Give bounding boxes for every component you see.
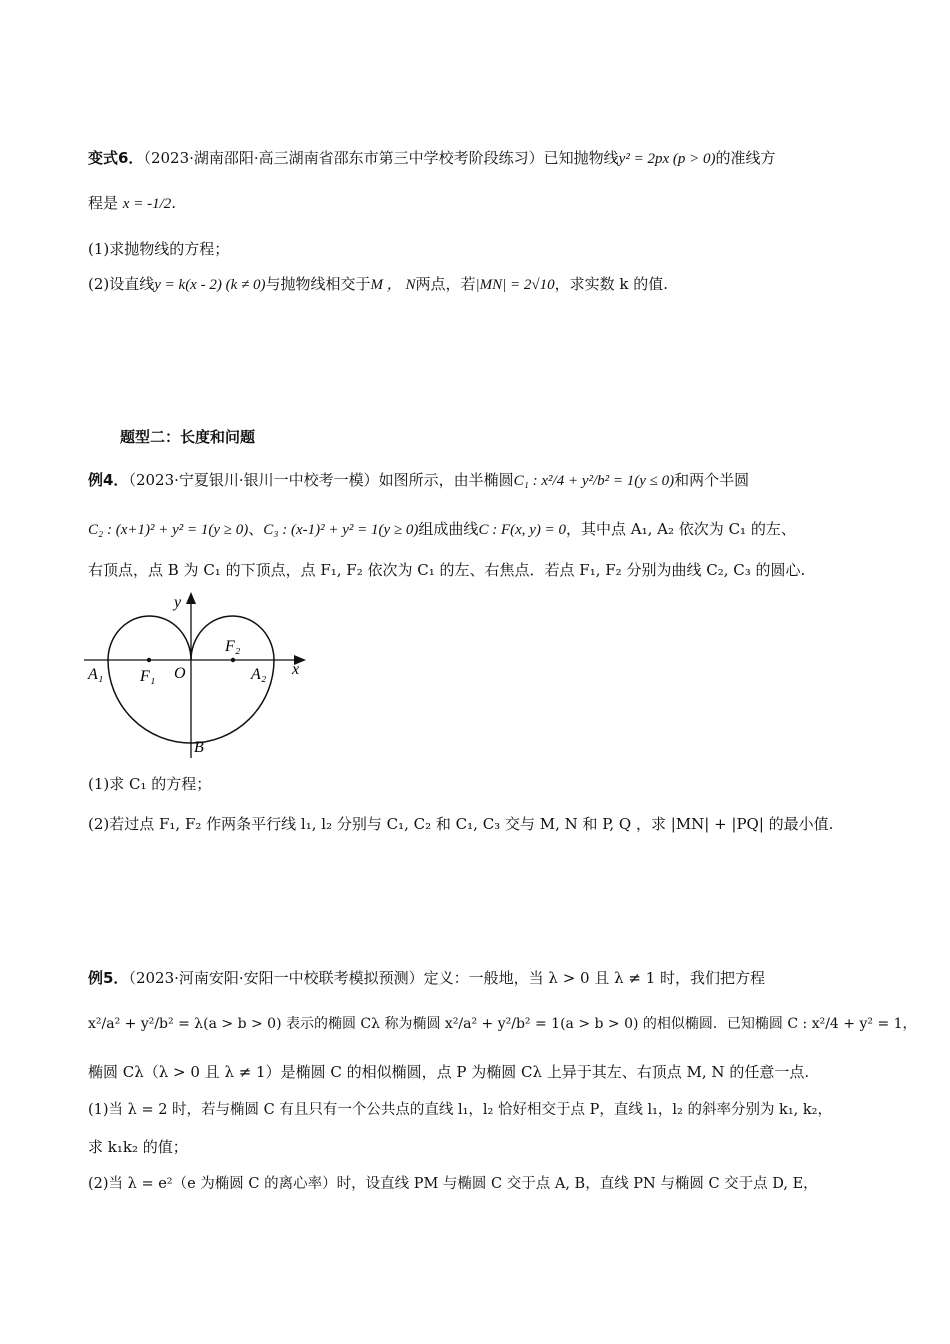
heart-curve-figure	[84, 588, 314, 763]
example5-question2: (2)当 λ = e²（e 为椭圆 C 的离心率）时，设直线 PM 与椭圆 C 交于点 A, B，直线 PN 与椭圆 C 交于点 D, E，	[88, 1176, 818, 1192]
variant6-stem: 已知抛物线	[543, 149, 619, 167]
variant6-label: 变式6．	[88, 149, 144, 167]
example4-l1b: 和两个半圆	[674, 471, 750, 489]
label-b: B	[194, 739, 204, 756]
variant6-line2-prefix: 程是	[88, 194, 119, 212]
example5-question1a: (1)当 λ = 2 时，若与椭圆 C 有且只有一个公共点的直线 l₁，l₂ 恰好相交于点 P，直线 l₁，l₂ 的斜率分别为 k₁, k₂，	[88, 1102, 832, 1118]
q2-end: ，求实数 k 的值.	[554, 275, 669, 293]
label-y: y	[174, 594, 182, 611]
label-f1: F₁	[140, 668, 156, 685]
label-x: x	[292, 661, 300, 678]
variant6-line1	[88, 147, 775, 170]
example4-line1	[88, 469, 749, 492]
y-axis-arrow	[186, 592, 196, 604]
section-title: 题型二：长度和问题	[120, 428, 256, 446]
intersection-points: M ， N	[370, 277, 416, 293]
example4-label: 例4．	[88, 471, 129, 489]
variant6-stem-end: 的准线方	[715, 149, 776, 167]
example5-question1b: 求 k₁k₂ 的值；	[88, 1138, 188, 1156]
example4-l1a: 如图所示，由半椭圆	[378, 471, 514, 489]
example4-question1: (1)求 C₁ 的方程；	[88, 775, 212, 793]
directrix-equation: x = -1/2	[122, 196, 172, 212]
q2-prefix: (2)设直线	[88, 275, 155, 293]
variant6-line2: 程是 x = -1/2.	[88, 194, 177, 212]
example5-line2: x²/a² + y²/b² = λ(a > b > 0) 表示的椭圆 Cλ 称为椭圆 x²/a² + y²/b² = 1(a > b > 0) 的相似椭圆．已知椭圆 C : x²/4 + y² = 1，	[88, 1016, 917, 1032]
example4-sep: 、	[248, 520, 264, 538]
example4-source: （2023·宁夏银川·银川一中校考一模）	[128, 471, 379, 489]
c2-equation: C₂ : (x+1)² + y² = 1(y ≥ 0)	[88, 522, 249, 538]
example4-line2	[88, 518, 796, 541]
parabola-equation: y² = 2px (p > 0)	[618, 151, 716, 167]
variant6-question2	[88, 273, 668, 296]
focus-f1-point	[147, 658, 151, 662]
example5-source: （2023·河南安阳·安阳一中校联考模拟预测）	[128, 969, 424, 987]
example5-line1	[88, 967, 765, 989]
c3-equation: C₃ : (x-1)² + y² = 1(y ≥ 0)	[263, 522, 419, 538]
example5-l1: 定义：一般地，当 λ > 0 且 λ ≠ 1 时，我们把方程	[423, 969, 766, 987]
semicircle-c2	[108, 616, 191, 660]
example4-l2end: ，其中点 A₁, A₂ 依次为 C₁ 的左、	[566, 520, 796, 538]
example5-line3: 椭圆 Cλ（λ > 0 且 λ ≠ 1）是椭圆 C 的相似椭圆，点 P 为椭圆 Cλ 上异于其左、右顶点 M, N 的任意一点.	[88, 1063, 810, 1081]
q2-mid: 与抛物线相交于	[265, 275, 371, 293]
c1-equation: C₁ : x²/4 + y²/b² = 1(y ≤ 0)	[513, 473, 675, 489]
variant6-source: （2023·湖南邵阳·高三湖南省邵东市第三中学校考阶段练习）	[143, 149, 544, 167]
focus-f2-point	[231, 658, 235, 662]
curve-equation: C : F(x, y) = 0	[478, 522, 567, 538]
example4-l2mid: 组成曲线	[418, 520, 479, 538]
mn-length: |MN| = 2√10	[475, 277, 555, 293]
label-a2: A₂	[251, 666, 267, 683]
q2-mid2: 两点，若	[415, 275, 476, 293]
variant6-question1: (1)求抛物线的方程；	[88, 240, 230, 258]
example5-label: 例5．	[88, 969, 129, 987]
label-a1: A₁	[88, 666, 104, 683]
label-f2: F₂	[225, 638, 241, 655]
example4-line3: 右顶点，点 B 为 C₁ 的下顶点，点 F₁, F₂ 依次为 C₁ 的左、右焦点．若点 F₁, F₂ 分别为曲线 C₂, C₃ 的圆心.	[88, 561, 806, 579]
label-o: O	[174, 665, 186, 682]
line-equation: y = k(x - 2) (k ≠ 0)	[154, 277, 266, 293]
example4-question2: (2)若过点 F₁, F₂ 作两条平行线 l₁, l₂ 分别与 C₁, C₂ 和 C₁, C₃ 交与 M, N 和 P, Q ，求 |MN| + |PQ| 的最小值.	[88, 815, 834, 833]
